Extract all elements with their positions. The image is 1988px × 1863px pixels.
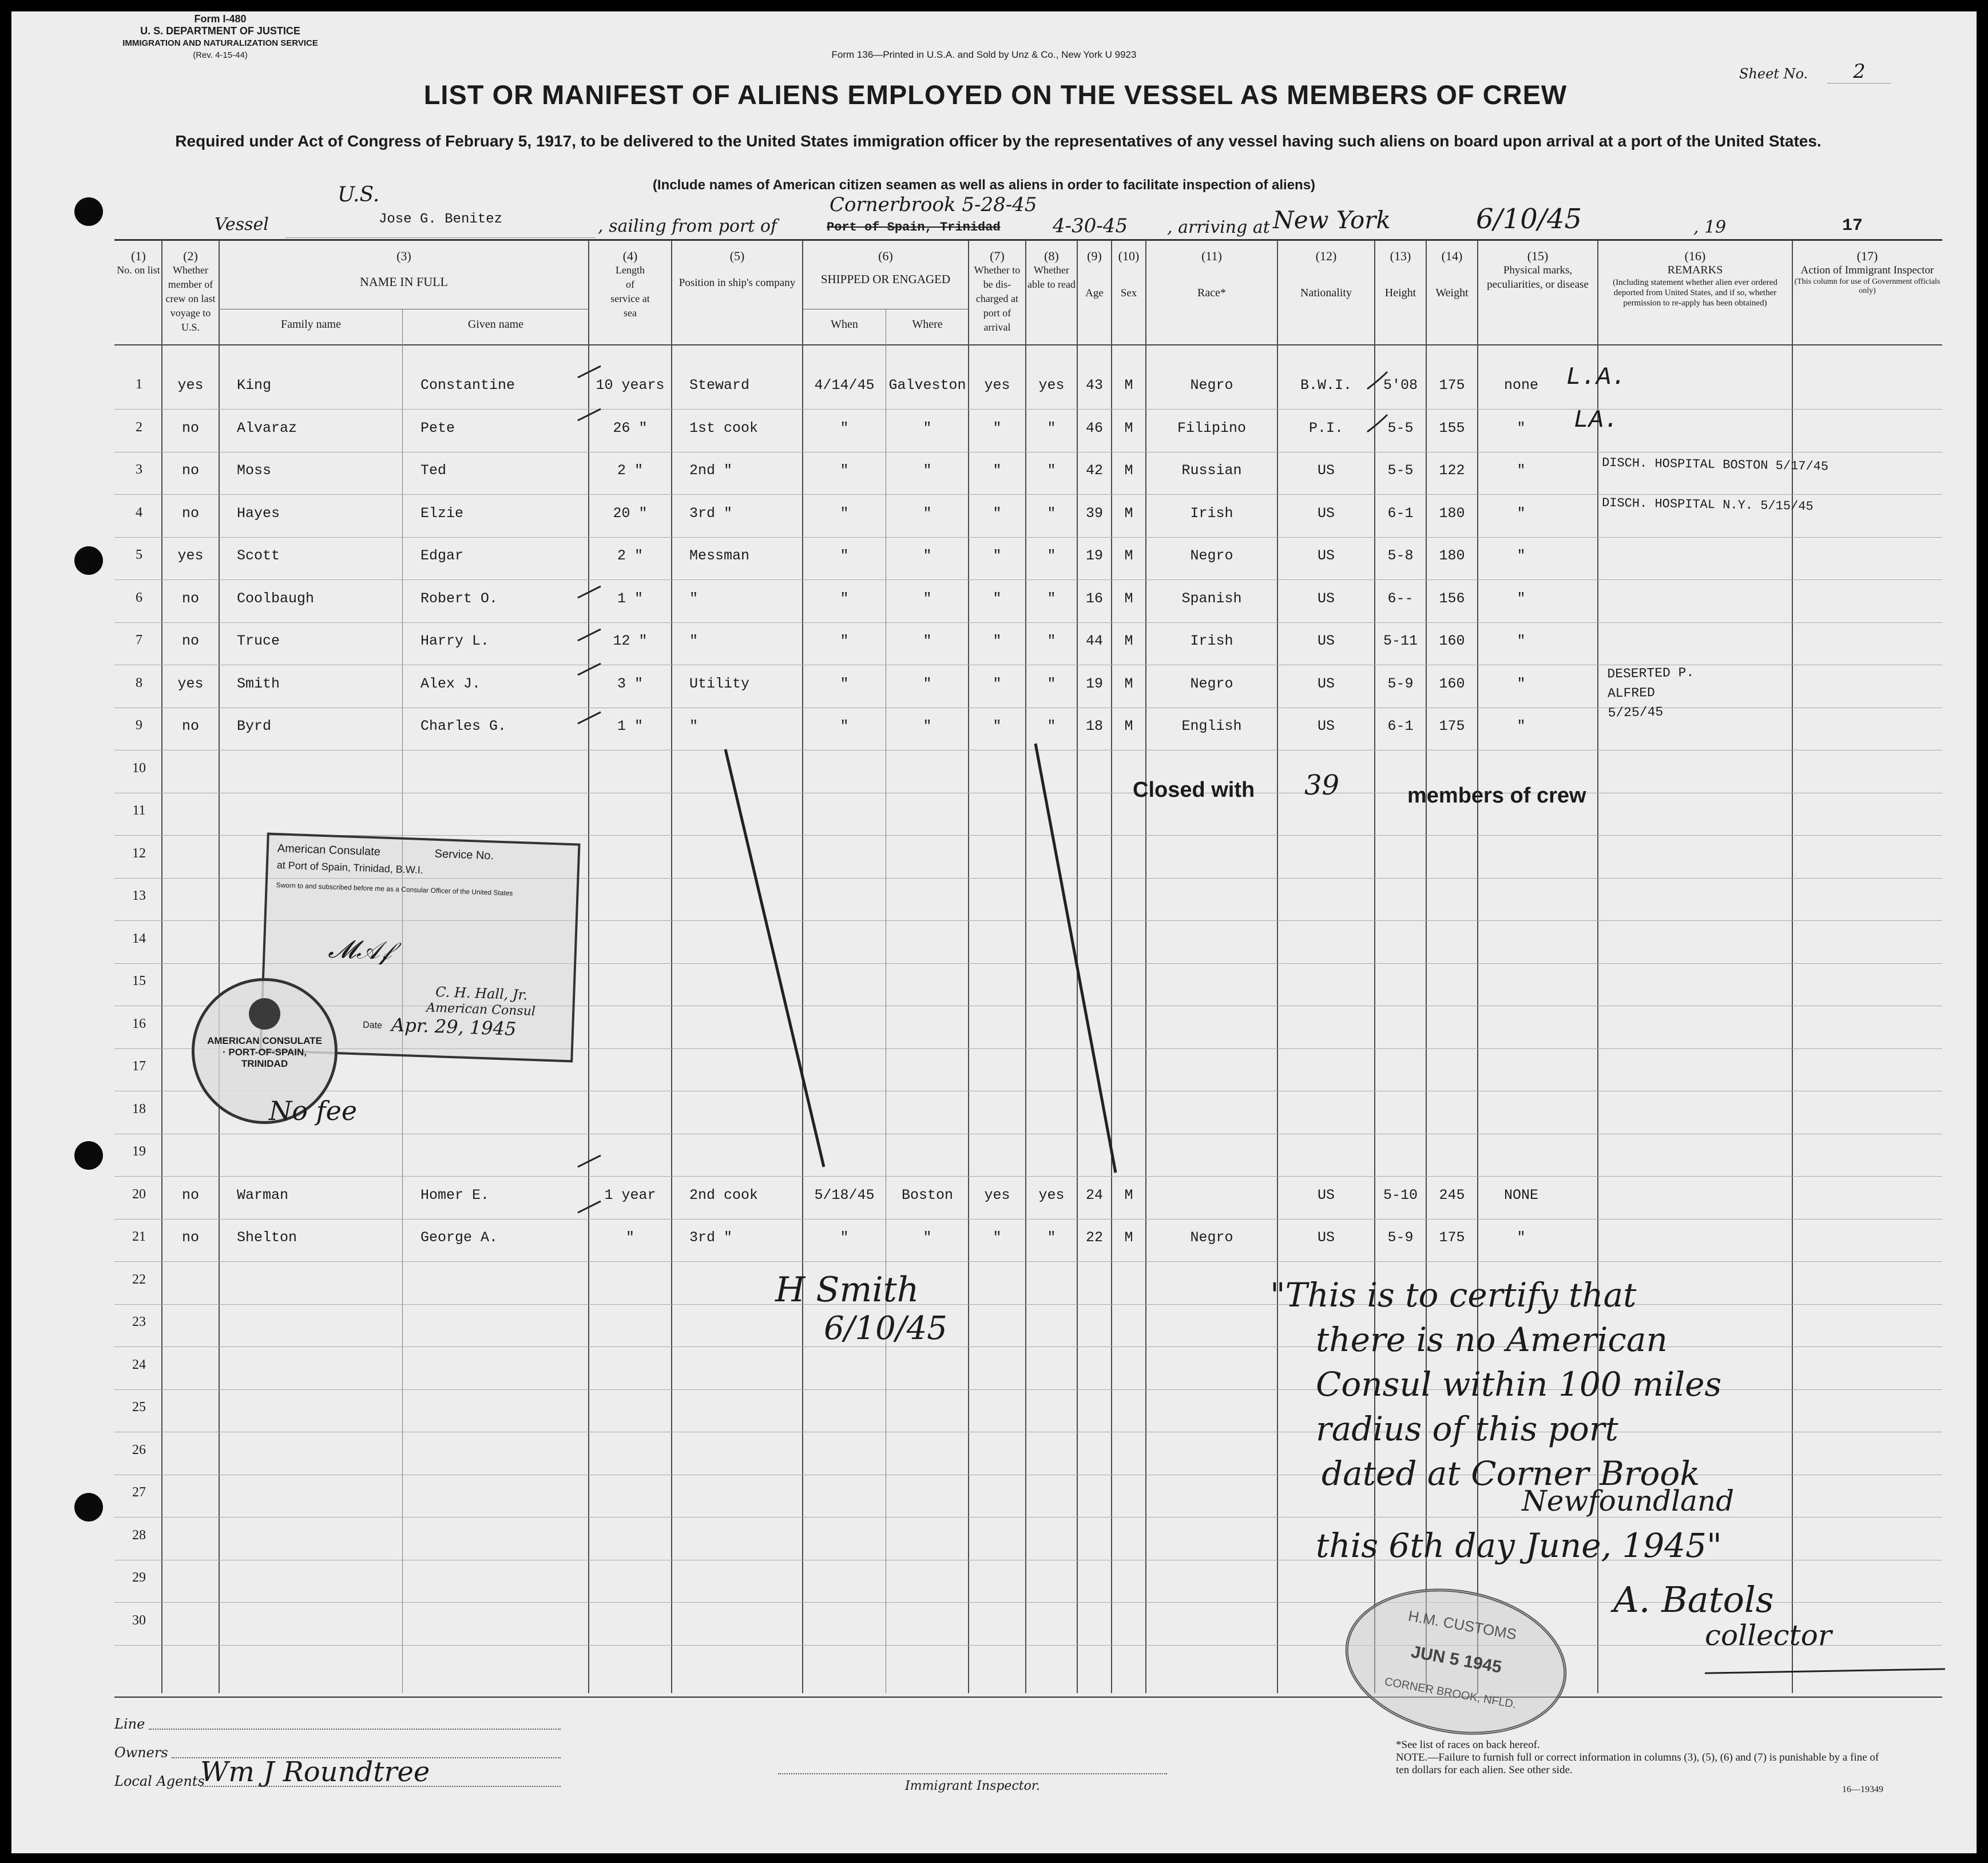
cell-marks: " <box>1517 419 1526 436</box>
cell-read: " <box>1047 675 1056 692</box>
closed-suffix: members of crew <box>1407 784 1586 808</box>
consul-name: C. H. Hall, Jr. <box>435 984 528 1003</box>
cell-where: " <box>923 419 932 436</box>
row-number: 16 <box>132 1016 146 1031</box>
cell-service: 1 year <box>604 1186 656 1203</box>
cell-height: 5-5 <box>1387 462 1414 479</box>
consul-title: American Consul <box>426 1000 536 1019</box>
cell-sex: M <box>1124 505 1133 522</box>
cell-height: 5-9 <box>1387 675 1414 692</box>
cell-age: 43 <box>1085 377 1103 394</box>
cell-height: 6-1 <box>1387 505 1414 522</box>
cell-read: " <box>1047 547 1056 564</box>
cell-family: Scott <box>237 547 280 564</box>
cell-position: 2nd cook <box>689 1186 759 1203</box>
sheet-number: 2 <box>1828 60 1891 84</box>
col-header-6a: When <box>831 318 858 331</box>
cell-age: 18 <box>1085 718 1103 734</box>
cell-discharged: " <box>993 1229 1002 1246</box>
cell-last: no <box>181 718 199 734</box>
cell-position: " <box>689 718 699 734</box>
collector-signature: A. Batols <box>1613 1579 1774 1620</box>
closed-count: 39 <box>1304 769 1340 801</box>
row-number: 12 <box>132 845 146 861</box>
cell-given: Homer E. <box>420 1186 490 1203</box>
cell-age: 42 <box>1085 462 1103 479</box>
cell-last: yes <box>177 377 204 394</box>
cell-race: Russian <box>1181 462 1242 479</box>
cell-weight: 156 <box>1439 590 1465 607</box>
inspector-sign-field <box>778 1773 1167 1774</box>
cell-weight: 160 <box>1439 633 1465 649</box>
cell-service: 12 " <box>613 633 648 649</box>
customs-line-1: H.M. CUSTOMS <box>1407 1607 1518 1643</box>
row-number: 14 <box>132 931 146 946</box>
row-number: 1 <box>136 377 142 392</box>
year-typed: 17 <box>1842 216 1863 236</box>
no-fee-note: No fee <box>269 1095 358 1126</box>
col-header-3a: Family name <box>281 318 341 331</box>
cell-height: 5-10 <box>1383 1186 1418 1203</box>
cell-last: no <box>181 462 199 479</box>
cell-height: 5'08 <box>1383 377 1418 394</box>
inspector-sign-date: 6/10/45 <box>824 1310 947 1347</box>
row-number: 7 <box>136 633 142 648</box>
cell-sex: M <box>1124 633 1133 649</box>
cell-race: Irish <box>1190 505 1233 522</box>
col-header-15: (15) Physical marks, peculiarities, or disease <box>1487 249 1589 291</box>
row-number: 19 <box>132 1144 146 1159</box>
cell-weight: 245 <box>1439 1186 1465 1203</box>
cell-position: 3rd " <box>689 1229 733 1246</box>
arrival-date: 6/10/45 <box>1476 203 1582 235</box>
cell-given: Constantine <box>420 377 515 394</box>
cell-nationality: US <box>1317 505 1335 522</box>
cell-last: yes <box>177 547 204 564</box>
agents-label: Local Agents <box>114 1773 205 1789</box>
cell-nationality: US <box>1317 718 1335 734</box>
cert-line: there is no American <box>1316 1320 1668 1359</box>
col-header-17: (17) Action of Immigrant Inspector (This column for use of Government officials only) <box>1794 249 1941 295</box>
cell-position: 1st cook <box>689 419 759 436</box>
col-header-4: (4) Length of service at sea <box>610 249 650 319</box>
cell-when: " <box>840 675 849 692</box>
cell-given: Robert O. <box>420 590 498 607</box>
inspector-label: Immigrant Inspector. <box>905 1779 1040 1793</box>
row-number: 15 <box>132 974 146 988</box>
cell-position: 3rd " <box>689 505 733 522</box>
penalty-note: NOTE.—Failure to furnish full or correct information in columns (3), (5), (6) and (7) is punishable by a fine of ten dollars for each alien. See other side. <box>1396 1751 1879 1776</box>
row-number: 27 <box>132 1485 146 1500</box>
cell-marks: " <box>1517 505 1526 522</box>
cell-where: " <box>923 718 932 734</box>
consulate-title: American Consulate <box>277 842 381 859</box>
consul-certification <box>1270 1273 1957 1568</box>
cell-family: Alvaraz <box>237 419 297 436</box>
footer-notes <box>1396 1739 1894 1777</box>
cell-nationality: US <box>1317 1186 1335 1203</box>
cell-family: Hayes <box>237 505 280 522</box>
cell-where: " <box>923 633 932 649</box>
printer-line: Form 136—Printed in U.S.A. and Sold by Unz & Co., New York U 9923 <box>831 49 1137 60</box>
cell-nationality: US <box>1317 462 1335 479</box>
pen-stroke <box>725 749 824 1167</box>
cell-service: 3 " <box>617 675 643 692</box>
cell-read: " <box>1047 718 1056 734</box>
cell-when: " <box>840 718 849 734</box>
cell-marks: " <box>1517 675 1526 692</box>
cell-discharged: " <box>993 547 1002 564</box>
row-number: 8 <box>136 675 142 690</box>
cell-sex: M <box>1124 675 1133 692</box>
cell-family: Byrd <box>237 718 272 734</box>
consulate-oath: Sworn to and subscribed before me as a Consular Officer of the United States <box>276 881 513 897</box>
col-header-9: (9) Age <box>1085 249 1104 299</box>
cell-position: Messman <box>689 547 750 564</box>
cell-family: Shelton <box>237 1229 297 1246</box>
col-header-1: (1) No. on list <box>117 249 160 276</box>
cell-discharged: " <box>993 462 1002 479</box>
cell-family: Smith <box>237 675 280 692</box>
cell-height: 5-11 <box>1383 633 1418 649</box>
cell-age: 46 <box>1085 419 1103 436</box>
cell-marks: " <box>1517 633 1526 649</box>
line-field <box>149 1729 561 1730</box>
cell-family: Truce <box>237 633 280 649</box>
row-number: 13 <box>132 888 146 903</box>
service-no: Service No. <box>434 847 494 863</box>
cell-service: 20 " <box>613 505 648 522</box>
agents-signature: Wm J Roundtree <box>200 1756 430 1788</box>
cell-where: " <box>923 675 932 692</box>
cell-nationality: US <box>1317 633 1335 649</box>
cell-read: yes <box>1038 1186 1065 1203</box>
cell-when: " <box>840 547 849 564</box>
closed-prefix: Closed with <box>1133 778 1255 802</box>
col-header-10: (10) Sex <box>1118 249 1140 299</box>
sheet-label: Sheet No. <box>1739 66 1808 82</box>
row-number: 4 <box>136 505 142 520</box>
year-prefix: , 19 <box>1693 217 1727 237</box>
col-header-14: (14) Weight <box>1435 249 1469 299</box>
row-number: 17 <box>132 1059 146 1074</box>
cell-last: no <box>181 419 199 436</box>
inspector-signature: H Smith <box>775 1270 919 1310</box>
cell-given: Pete <box>420 419 455 436</box>
cell-read: " <box>1047 462 1056 479</box>
cell-race: Irish <box>1190 633 1233 649</box>
cell-age: 24 <box>1085 1186 1103 1203</box>
cert-line: dated at Corner Brook <box>1322 1454 1700 1493</box>
col-header-3b: Given name <box>467 318 524 331</box>
cell-sex: M <box>1124 1186 1133 1203</box>
cell-nationality: B.W.I. <box>1300 377 1352 394</box>
cell-position: Steward <box>689 377 750 394</box>
cell-sex: M <box>1124 462 1133 479</box>
cell-discharged: yes <box>984 377 1010 394</box>
col-header-11: (11) Race* <box>1197 249 1226 299</box>
cell-nationality: US <box>1317 547 1335 564</box>
cell-service: 2 " <box>617 462 643 479</box>
row-number: 26 <box>132 1442 146 1457</box>
cell-where: " <box>923 505 932 522</box>
port-hand: Cornerbrook 5-28-45 <box>830 193 1037 216</box>
cell-marks: " <box>1517 462 1526 479</box>
cell-height: 5-5 <box>1387 419 1414 436</box>
cert-line: radius of this port <box>1316 1409 1618 1448</box>
vessel-label: Vessel <box>215 214 269 235</box>
port-date: 4-30-45 <box>1053 214 1128 237</box>
cell-weight: 180 <box>1439 547 1465 564</box>
cell-nationality: US <box>1317 590 1335 607</box>
row-number: 21 <box>132 1229 146 1244</box>
row-number: 20 <box>132 1186 146 1202</box>
row-number: 29 <box>132 1570 146 1585</box>
consul-signature: 𝓜𝒜𝒻 <box>327 934 392 966</box>
cell-marks: NONE <box>1503 1186 1538 1203</box>
vessel-name: Jose G. Benitez <box>286 212 595 238</box>
cell-weight: 175 <box>1439 718 1465 734</box>
cell-last: no <box>181 1186 199 1203</box>
cell-race: Negro <box>1190 1229 1233 1246</box>
cell-sex: M <box>1124 718 1133 734</box>
cell-where: " <box>923 590 932 607</box>
cell-height: 6-1 <box>1387 718 1414 734</box>
row-number: 5 <box>136 547 142 562</box>
cell-nationality: US <box>1317 1229 1335 1246</box>
cell-age: 22 <box>1085 1229 1103 1246</box>
customs-line-3: CORNER BROOK, NFLD. <box>1383 1675 1518 1711</box>
line-label: Line <box>114 1716 145 1732</box>
cell-discharged: yes <box>984 1186 1010 1203</box>
eagle-emblem-icon <box>249 998 280 1030</box>
arriving-port: New York <box>1273 206 1391 234</box>
row-number: 22 <box>132 1272 146 1287</box>
col-header-16: (16) REMARKS (Including statement whether alien ever ordered deported from United States, and if so, whether permission to re-apply has been obtained) <box>1613 249 1777 308</box>
col-header-7: (7) Whether to be dis-charged at port of arrival <box>974 249 1021 333</box>
cell-nationality: US <box>1317 675 1335 692</box>
customs-line-2: JUN 5 1945 <box>1409 1642 1503 1677</box>
cell-service: 1 " <box>617 590 643 607</box>
cell-race: English <box>1181 718 1242 734</box>
cell-marks: " <box>1517 1229 1526 1246</box>
cell-read: " <box>1047 1229 1056 1246</box>
cell-height: 6-- <box>1387 590 1414 607</box>
cell-when: " <box>840 633 849 649</box>
arriving-label: , arriving at <box>1167 217 1270 237</box>
cert-line: Newfoundland <box>1522 1484 1735 1518</box>
form-service: IMMIGRATION AND NATURALIZATION SERVICE <box>122 38 318 48</box>
subtitle: Required under Act of Congress of February 5, 1917, to be delivered to the United States immigration officer by the representatives of any vessel having such aliens on board upon arrival at a port of the United States. <box>175 132 1822 150</box>
cert-line: Consul within 100 miles <box>1316 1365 1722 1404</box>
row-number: 30 <box>132 1612 146 1628</box>
cell-action: L.A. <box>1566 363 1626 392</box>
cell-read: " <box>1047 633 1056 649</box>
row-number: 10 <box>132 760 146 776</box>
cell-discharged: " <box>993 505 1002 522</box>
vessel-prefix: U.S. <box>338 183 380 206</box>
cell-position: " <box>689 633 699 649</box>
cell-last: no <box>181 633 199 649</box>
cell-marks: " <box>1517 547 1526 564</box>
cell-race: Spanish <box>1181 590 1242 607</box>
cell-service: " <box>625 1229 634 1246</box>
cell-read: yes <box>1038 377 1065 394</box>
page-title: LIST OR MANIFEST OF ALIENS EMPLOYED ON THE VESSEL AS MEMBERS OF CREW <box>423 80 1568 110</box>
row-number: 24 <box>132 1357 146 1372</box>
cell-discharged: " <box>993 718 1002 734</box>
col-header-6: (6) SHIPPED OR ENGAGED <box>820 249 951 286</box>
cell-age: 44 <box>1085 633 1103 649</box>
cell-where: " <box>923 1229 932 1246</box>
cell-height: 5-8 <box>1387 547 1414 564</box>
cell-position: " <box>689 590 699 607</box>
remark-row-8: DESERTED P. ALFRED 5/25/45 <box>1607 665 1695 721</box>
cell-marks: " <box>1517 590 1526 607</box>
cell-family: Moss <box>237 462 272 479</box>
cell-weight: 155 <box>1439 419 1465 436</box>
remark-row-4: DISCH. HOSPITAL N.Y. 5/15/45 <box>1601 495 1814 514</box>
pen-stroke <box>1035 744 1116 1173</box>
cell-sex: M <box>1124 547 1133 564</box>
cell-given: Elzie <box>420 505 464 522</box>
cell-weight: 175 <box>1439 377 1465 394</box>
cell-service: 2 " <box>617 547 643 564</box>
cell-given: George A. <box>420 1229 498 1246</box>
row-number: 18 <box>132 1101 146 1117</box>
cell-read: " <box>1047 419 1056 436</box>
cell-discharged: " <box>993 419 1002 436</box>
remark-row-3: DISCH. HOSPITAL BOSTON 5/17/45 <box>1601 455 1829 474</box>
cell-weight: 122 <box>1439 462 1465 479</box>
cell-last: yes <box>177 675 204 692</box>
row-number: 23 <box>132 1314 146 1329</box>
port-typed: Port of Spain, Trinidad <box>827 220 1001 235</box>
cell-race: Negro <box>1190 547 1233 564</box>
include-note: (Include names of American citizen seamen as well as aliens in order to facilitate inspection of aliens) <box>652 177 1316 193</box>
cell-family: Warman <box>237 1186 289 1203</box>
cell-family: Coolbaugh <box>237 590 315 607</box>
cell-given: Ted <box>420 462 447 479</box>
cell-where: " <box>923 547 932 564</box>
sailing-label: , sailing from port of <box>598 216 777 236</box>
form-dept: U. S. DEPARTMENT OF JUSTICE <box>140 25 300 37</box>
cell-read: " <box>1047 505 1056 522</box>
collector-title: collector <box>1705 1619 1832 1652</box>
cell-given: Edgar <box>420 547 464 564</box>
cell-service: 26 " <box>613 419 648 436</box>
manifest-sheet <box>11 11 1977 1853</box>
cell-read: " <box>1047 590 1056 607</box>
cell-age: 19 <box>1085 547 1103 564</box>
cell-nationality: P.I. <box>1308 419 1343 436</box>
cell-when: " <box>840 1229 849 1246</box>
cell-action: LA. <box>1573 406 1619 435</box>
cell-sex: M <box>1124 419 1133 436</box>
cell-sex: M <box>1124 1229 1133 1246</box>
cell-weight: 175 <box>1439 1229 1465 1246</box>
row-number: 28 <box>132 1527 146 1543</box>
cell-marks: none <box>1503 377 1538 394</box>
stamp-date-label: Date <box>362 1020 383 1031</box>
col-header-2: (2) Whether member of crew on last voyage to U.S. <box>165 249 216 333</box>
cell-weight: 160 <box>1439 675 1465 692</box>
cell-last: no <box>181 1229 199 1246</box>
cert-line: "This is to certify that <box>1270 1276 1637 1314</box>
form-id: Form I-480 <box>194 13 247 25</box>
form-code: 16—19349 <box>1842 1785 1883 1794</box>
cell-age: 39 <box>1085 505 1103 522</box>
cell-where: " <box>923 462 932 479</box>
cell-when: " <box>840 505 849 522</box>
col-header-5: (5) Position in ship's company <box>678 249 796 289</box>
cell-race: Negro <box>1190 675 1233 692</box>
row-number: 6 <box>136 590 142 605</box>
cell-position: Utility <box>689 675 750 692</box>
cell-race: Negro <box>1190 377 1233 394</box>
cell-when: 5/18/45 <box>814 1186 875 1203</box>
cell-last: no <box>181 505 199 522</box>
cell-given: Harry L. <box>420 633 490 649</box>
cell-given: Alex J. <box>420 675 481 692</box>
cert-line: this 6th day June, 1945" <box>1316 1526 1722 1565</box>
cell-when: " <box>840 590 849 607</box>
col-header-6b: Where <box>912 318 943 331</box>
agents-field <box>200 1786 561 1787</box>
races-note: *See list of races on back hereof. <box>1396 1739 1540 1751</box>
cell-service: 10 years <box>596 377 665 394</box>
col-header-8: (8) Whether able to read <box>1027 249 1076 290</box>
cell-service: 1 " <box>617 718 643 734</box>
row-number: 11 <box>132 803 146 818</box>
seal-text: AMERICAN CONSULATE · PORT-OF-SPAIN, TRINIDAD <box>207 1035 322 1069</box>
cell-last: no <box>181 590 199 607</box>
cell-where: Galveston <box>888 377 966 394</box>
consulate-location: at Port of Spain, Trinidad, B.W.I. <box>276 859 424 876</box>
cell-age: 19 <box>1085 675 1103 692</box>
cell-sex: M <box>1124 590 1133 607</box>
cell-when: " <box>840 462 849 479</box>
cell-when: 4/14/45 <box>814 377 875 394</box>
cell-height: 5-9 <box>1387 1229 1414 1246</box>
row-number: 3 <box>136 462 142 477</box>
cell-discharged: " <box>993 633 1002 649</box>
cell-where: Boston <box>901 1186 953 1203</box>
stamp-date: Apr. 29, 1945 <box>391 1014 517 1040</box>
col-header-13: (13) Height <box>1384 249 1416 299</box>
cell-race: Filipino <box>1177 419 1247 436</box>
check-marks <box>578 366 1387 1213</box>
cell-when: " <box>840 419 849 436</box>
cell-sex: M <box>1124 377 1133 394</box>
form-rev: (Rev. 4-15-44) <box>193 50 248 60</box>
row-number: 25 <box>132 1400 146 1415</box>
cell-weight: 180 <box>1439 505 1465 522</box>
row-number: 9 <box>136 718 142 733</box>
cell-marks: " <box>1517 718 1526 734</box>
cell-given: Charles G. <box>420 718 507 734</box>
cell-age: 16 <box>1085 590 1103 607</box>
cell-family: King <box>237 377 272 394</box>
col-header-12: (12) Nationality <box>1300 249 1352 299</box>
owners-label: Owners <box>114 1745 168 1761</box>
cell-discharged: " <box>993 590 1002 607</box>
cell-discharged: " <box>993 675 1002 692</box>
cell-position: 2nd " <box>689 462 733 479</box>
row-number: 2 <box>136 419 142 435</box>
col-header-3: (3) NAME IN FULL <box>360 249 448 289</box>
